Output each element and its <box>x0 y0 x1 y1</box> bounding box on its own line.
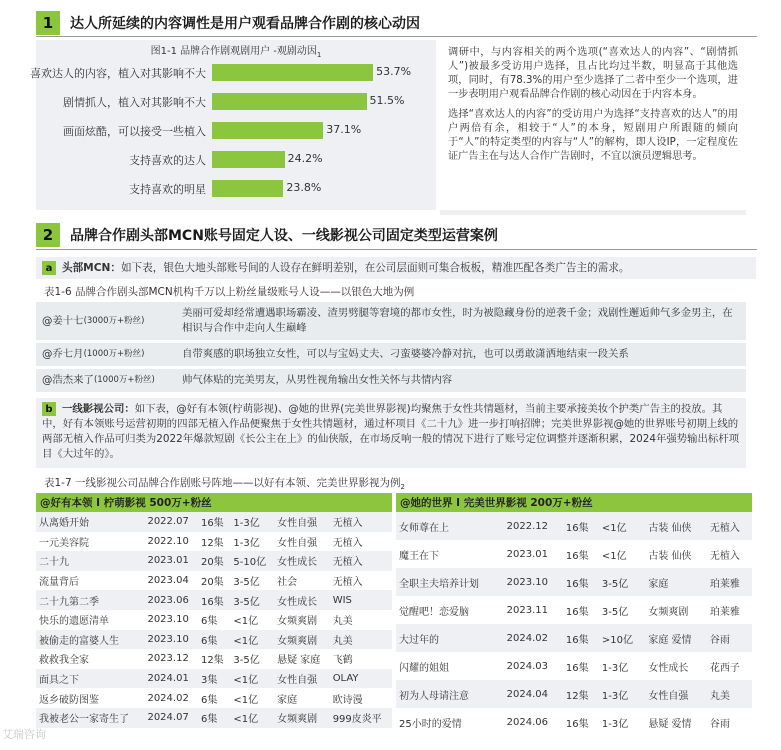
haoyoubenling-table <box>36 493 392 728</box>
bar-value-label: 51.5% <box>369 94 405 107</box>
table-cell: 1-3亿 <box>601 690 629 702</box>
table-cell: 3集 <box>200 675 218 687</box>
chart-caption: 图1-1 品牌合作剧观剧用户 -观剧动因$_1$ <box>150 46 322 59</box>
table-cell: 我被老公一家寄生了 <box>39 714 129 726</box>
table-cell: 流量背后 <box>39 577 79 589</box>
table-cell: 3-5亿 <box>233 577 260 589</box>
table-cell: 16集 <box>200 518 224 530</box>
company-lead: 一线影视公司： <box>62 403 135 415</box>
table-cell: 16集 <box>565 718 589 730</box>
table-row <box>36 571 392 591</box>
table-cell: 25小时的爱情 <box>399 718 462 730</box>
persona-cell: 自带爽感的职场独立女性，可以与宝妈丈夫、刁蛮婆婆冷静对抗，也可以勇敢潇洒地结束一段关系 <box>182 348 629 360</box>
table-cell: 6集 <box>200 635 218 647</box>
table-cell: <1亿 <box>601 522 627 534</box>
paragraph: 调研中，与内容相关的两个选项(“喜欢达人的内容”、“剧情抓人”)被最多受访用户选择，且占比均过半数，明显高于其他选项，同时，有78.3%的用户至少选择了二者中至少一个选项，进一步表明用户观看品牌合作剧的核心动因在于内容本身。 <box>448 47 738 100</box>
table-cell: 女性自强 <box>277 518 318 530</box>
table-cell: 12集 <box>200 655 224 667</box>
table-row <box>396 512 752 540</box>
table-row <box>36 688 392 708</box>
table-cell: <1亿 <box>233 714 259 726</box>
bar-value-label: 23.8% <box>286 181 322 194</box>
mcn-summary <box>36 257 756 279</box>
table-cell: 无植入 <box>709 522 740 534</box>
table-cell: 女性自强 <box>277 537 318 549</box>
paragraph: 选择“喜欢达人的内容”的受访用户为选择“支持喜欢的达人”的用户两倍有余，相较于“人”的本身，短剧用户所跟随的倾向于“人”的特定类型的内容与“人”的解构，即人设IP，一定程度佐证广告主在与达人合作广告剧时，不宜以演员逻辑思考。 <box>448 109 738 162</box>
table-cell: 16集 <box>565 662 589 674</box>
table-cell: 返乡破防图鉴 <box>39 694 99 706</box>
table-cell: 女频爽剧 <box>277 616 318 628</box>
table-body <box>36 512 392 728</box>
table-cell: 被偷走的富婆人生 <box>39 635 119 647</box>
table-cell: <1亿 <box>233 675 259 687</box>
bar <box>212 151 285 168</box>
persona-cell: 帅气体贴的完美男友，从男性视角输出女性关怀与共情内容 <box>182 374 453 386</box>
bar-category-label: 支持喜欢的明星 <box>129 183 206 196</box>
analysis-text <box>440 40 746 210</box>
table-cell: 女师尊在上 <box>399 522 449 534</box>
table-cell: 2024.03 <box>506 660 548 672</box>
table-cell: 无植入 <box>709 550 740 562</box>
table-cell: 2023.04 <box>147 575 189 587</box>
section-1-header <box>36 10 420 35</box>
table-cell: 2023.01 <box>147 555 189 567</box>
table-cell: 丸美 <box>332 635 353 647</box>
table-cell: 谷雨 <box>709 634 730 646</box>
table-row <box>36 512 392 532</box>
table-cell: 2024.02 <box>147 692 189 704</box>
table-cell: 无植入 <box>332 577 363 589</box>
mcn-summary-text: 如下表，银色大地头部账号间的人设存在鲜明差别，在公司层面则可集合板板，精准匹配各类广告主的需求。 <box>120 262 630 274</box>
table-cell: 3-5亿 <box>233 655 260 667</box>
table-cell: <1亿 <box>233 635 259 647</box>
section-title: 品牌合作剧头部MCN账号固定人设、一线影视公司固定类型运营案例 <box>70 227 498 244</box>
table-cell: 从离婚开始 <box>39 518 89 530</box>
table-cell: 女性自强 <box>648 690 689 702</box>
watermark: 艾瑞咨询 <box>2 728 46 741</box>
table-cell: 二十九 <box>39 557 69 569</box>
table-row <box>36 630 392 650</box>
table-row <box>36 343 746 366</box>
table-cell: 1-3亿 <box>601 662 629 674</box>
bar-value-label: 24.2% <box>287 152 323 165</box>
table-cell: 6集 <box>200 616 218 628</box>
table-row <box>36 302 746 340</box>
table-cell: 女频爽剧 <box>277 635 318 647</box>
table-header: @她的世界 I 完美世界影视 200万+粉丝 <box>396 493 752 512</box>
table-row <box>396 652 752 680</box>
table-cell: 飞鹤 <box>332 655 353 667</box>
bar <box>212 180 283 197</box>
table-cell: 大过年的 <box>399 634 439 646</box>
table-cell: 2024.06 <box>506 716 548 728</box>
table-cell: 无植入 <box>332 518 363 530</box>
bar-category-label: 喜欢达人的内容，植入对其影响不大 <box>30 67 206 80</box>
bar <box>212 93 367 110</box>
table-row <box>36 551 392 571</box>
table-cell: 魔王在下 <box>399 550 439 562</box>
table-cell: 16集 <box>565 634 589 646</box>
bar-value-label: 37.1% <box>326 123 362 136</box>
table-cell: 家庭 <box>648 578 669 590</box>
persona-cell: 美丽可爱却经常遭遇职场霸凌、渣男劈腿等窘境的都市女性，时为被隐藏身份的逆袭千金；戏剧性邂逅帅气多金男主，在相识与合作中走向人生巅峰 <box>182 307 733 334</box>
table-row <box>396 596 752 624</box>
table-cell: 女频爽剧 <box>648 606 689 618</box>
table-cell: <1亿 <box>233 694 259 706</box>
table-cell: 16集 <box>565 550 589 562</box>
table-cell: WIS <box>332 594 352 606</box>
table-cell: 女性自强 <box>277 675 318 687</box>
table-cell: 6集 <box>200 714 218 726</box>
table-row <box>36 708 392 728</box>
table-cell: 花西子 <box>709 662 740 674</box>
table-cell: 丸美 <box>332 616 353 628</box>
table-cell: 珀莱雅 <box>709 606 740 618</box>
table-cell: 女性成长 <box>277 557 318 569</box>
bar <box>212 122 323 139</box>
table-cell: 二十九第二季 <box>39 596 99 608</box>
table-cell: 谷雨 <box>709 718 730 730</box>
tag-a: a <box>42 261 56 275</box>
table-cell: 2023.12 <box>147 653 189 665</box>
table-cell: 16集 <box>200 596 224 608</box>
table-cell: 2023.10 <box>506 576 548 588</box>
company-summary-text: 如下表，@好有本领(柠萌影视)、@她的世界(完美世界影视)均聚焦于女性共情题材，当前主要承接美妆个护类广告主的投放。其中，好有本领账号运营初期的四部无植入作品便聚焦于女性共情题材，通过杯项目《二十九》进一步打响招牌；完美世界影视@她的世界账号初期上线的两部无植入作品可归类为2022年爆款短剧《长公主在上》的仙侠版，在市场反响一般的情况下进行了账号定位调整并逐渐积累，2024年强势输出标杆项目《大过年的》。 <box>42 403 740 460</box>
table-cell: <1亿 <box>601 550 627 562</box>
table-cell: 闪耀的姐姐 <box>399 662 449 674</box>
table-cell: 6集 <box>200 694 218 706</box>
table-row <box>396 624 752 652</box>
panel-edge <box>440 210 746 215</box>
table-cell: 20集 <box>200 557 224 569</box>
table-cell: 女性成长 <box>648 662 689 674</box>
divider <box>36 36 757 37</box>
bar-category-label: 剧情抓人，植入对其影响不大 <box>63 96 206 109</box>
table-row <box>36 369 746 392</box>
table-cell: 快乐的遗愿清单 <box>39 616 109 628</box>
table-header: @好有本领 I 柠萌影视 500万+粉丝 <box>36 493 392 512</box>
table-cell: 女频爽剧 <box>277 714 318 726</box>
table-cell: 初为人母请注意 <box>399 690 469 702</box>
table-cell: 2023.11 <box>506 604 548 616</box>
table-cell: 丸美 <box>709 690 730 702</box>
table-cell: 1-3亿 <box>601 718 629 730</box>
motivation-bar-chart <box>30 40 436 210</box>
table-cell: 无植入 <box>332 537 363 549</box>
table-cell: <1亿 <box>233 616 259 628</box>
table-cell: 5-10亿 <box>233 557 267 569</box>
table-cell: 2024.01 <box>147 673 189 685</box>
table-row <box>396 680 752 708</box>
section-2-header <box>36 222 498 247</box>
section-title: 达人所延续的内容调性是用户观看品牌合作剧的核心动因 <box>70 15 420 32</box>
table-cell: 3-5亿 <box>233 596 260 608</box>
section-number: 1 <box>36 11 60 35</box>
mcn-lead: 头部MCN： <box>62 262 121 274</box>
table-cell: 古装 仙侠 <box>648 522 692 534</box>
table-row <box>36 532 392 552</box>
table-cell: 家庭 爱情 <box>648 634 692 646</box>
table-cell: 2023.06 <box>147 594 189 606</box>
table-cell: 2024.07 <box>147 712 189 724</box>
table-cell: 悬疑 家庭 <box>277 655 321 667</box>
table-cell: 救救我全家 <box>39 655 89 667</box>
table-cell: OLAY <box>332 673 359 685</box>
table-cell: 16集 <box>565 578 589 590</box>
table-cell: 2023.10 <box>147 614 189 626</box>
table-row <box>36 669 392 689</box>
company-summary <box>36 398 746 468</box>
table-cell: 2024.04 <box>506 688 548 700</box>
table-body <box>396 512 752 736</box>
table-cell: 社会 <box>277 577 298 589</box>
table-cell: 觉醒吧！恋爱脑 <box>399 606 469 618</box>
table-row <box>396 708 752 736</box>
table-cell: 女性成长 <box>277 596 318 608</box>
tag-b: b <box>42 402 56 416</box>
table-cell: 2023.01 <box>506 548 548 560</box>
table-cell: 面具之下 <box>39 675 79 687</box>
table-cell: 999皮炎平 <box>332 714 382 726</box>
table-cell: 珀莱雅 <box>709 578 740 590</box>
table-cell: 2022.07 <box>147 516 189 528</box>
table-row <box>36 590 392 610</box>
table-cell: 20集 <box>200 577 224 589</box>
table-cell: 2024.02 <box>506 632 548 644</box>
table-cell: 1-3亿 <box>233 537 260 549</box>
table-cell: 3-5亿 <box>601 606 629 618</box>
mcn-table <box>36 302 746 395</box>
table-cell: 家庭 <box>277 694 298 706</box>
table-row <box>396 540 752 568</box>
divider <box>36 249 757 250</box>
table-cell: 悬疑 爱情 <box>648 718 692 730</box>
table-cell: >10亿 <box>601 634 633 646</box>
section-number: 2 <box>36 223 60 247</box>
table-cell: 1-3亿 <box>233 518 260 530</box>
table-cell: 古装 仙侠 <box>648 550 692 562</box>
table-cell: 12集 <box>565 690 589 702</box>
mcn-table-caption: 表1-6 品牌合作剧头部MCN机构千万以上粉丝量级账号人设——以银色大地为例 <box>44 286 415 298</box>
table-cell: 2023.10 <box>147 633 189 645</box>
table-cell: 2022.10 <box>147 535 189 547</box>
bar-category-label: 画面炫酷，可以接受一些植入 <box>63 125 206 138</box>
table-cell: 2022.12 <box>506 520 548 532</box>
table-row <box>36 649 392 669</box>
table-cell: 一元美容院 <box>39 537 89 549</box>
tadeshijie-table <box>396 493 752 736</box>
bar <box>212 64 373 81</box>
table-cell: 16集 <box>565 606 589 618</box>
account-cell: @姜十七 (3000万+粉丝) <box>42 314 145 327</box>
table-row <box>396 568 752 596</box>
account-cell: @浩杰来了 (1000万+粉丝) <box>42 374 155 386</box>
company-table-caption: 表1-7 一线影视公司品牌合作剧账号阵地——以好有本领、完美世界影视为例$_2$ <box>44 477 405 492</box>
table-row <box>36 610 392 630</box>
table-cell: 12集 <box>200 537 224 549</box>
table-cell: 16集 <box>565 522 589 534</box>
table-cell: 无植入 <box>332 557 363 569</box>
table-cell: 3-5亿 <box>601 578 629 590</box>
bar-category-label: 支持喜欢的达人 <box>129 154 206 167</box>
account-cell: @乔七月 (1000万+粉丝) <box>42 348 145 360</box>
table-cell: 全职主夫培养计划 <box>399 578 479 590</box>
bar-value-label: 53.7% <box>376 65 412 78</box>
table-cell: 欧诗漫 <box>332 694 363 706</box>
